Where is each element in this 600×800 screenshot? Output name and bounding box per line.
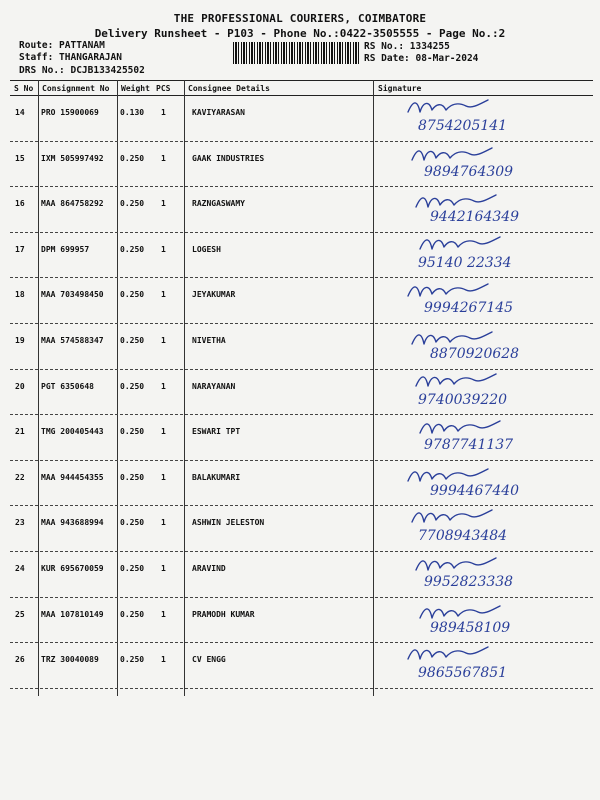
drs-label: DRS No.: DCJB133425502 bbox=[19, 65, 145, 76]
cell-pcs: 1 bbox=[161, 655, 166, 665]
cell-weight: 0.250 bbox=[120, 381, 145, 391]
cell-pcs: 1 bbox=[161, 564, 166, 573]
col-header-consignee: Consignee Details bbox=[188, 84, 270, 93]
cell-consignee: RAZNGASWAMY bbox=[192, 199, 245, 209]
cell-sno: 18 bbox=[15, 290, 25, 300]
signature-phone-number: 9894764309 bbox=[424, 163, 514, 180]
cell-consignee: ASHWIN JELESTON bbox=[192, 518, 265, 528]
signature-stroke bbox=[408, 284, 488, 296]
cell-sno: 17 bbox=[15, 244, 25, 254]
cell-weight: 0.250 bbox=[120, 336, 145, 345]
signature-stroke bbox=[416, 195, 496, 207]
col-header-signature: Signature bbox=[378, 84, 422, 93]
cell-consignment: MAA 944454355 bbox=[41, 472, 104, 482]
signature-phone-number: 9740039220 bbox=[418, 391, 508, 408]
company-title: THE PROFESSIONAL COURIERS, COIMBATORE bbox=[173, 12, 427, 25]
cell-consignment: MAA 703498450 bbox=[41, 290, 104, 300]
cell-consignment: IXM 505997492 bbox=[41, 153, 104, 163]
signature-stroke bbox=[420, 421, 500, 433]
signature-phone-number: 9994267145 bbox=[424, 300, 514, 317]
cell-pcs: 1 bbox=[161, 153, 166, 163]
col-header-weight: Weight bbox=[121, 84, 150, 93]
staff-label: Staff: THANGARAJAN bbox=[19, 52, 122, 63]
col-header-sno: S No bbox=[14, 84, 34, 93]
signature-phone-number: 9865567851 bbox=[418, 665, 508, 682]
cell-consignee: NIVETHA bbox=[192, 336, 226, 345]
cell-consignee: ARAVIND bbox=[192, 564, 226, 573]
signature-handwriting bbox=[388, 637, 600, 699]
cell-consignment: KUR 695670059 bbox=[41, 564, 104, 573]
cell-pcs: 1 bbox=[161, 108, 166, 117]
cell-sno: 26 bbox=[15, 655, 25, 665]
cell-weight: 0.130 bbox=[120, 108, 145, 117]
cell-sno: 14 bbox=[15, 108, 25, 117]
cell-consignee: NARAYANAN bbox=[192, 381, 236, 391]
cell-pcs: 1 bbox=[161, 609, 166, 619]
cell-consignee: ESWARI TPT bbox=[192, 427, 241, 437]
cell-weight: 0.250 bbox=[120, 244, 145, 254]
cell-sno: 24 bbox=[15, 564, 25, 573]
signature-phone-number: 9787741137 bbox=[424, 437, 514, 454]
rs-number: RS No.: 1334255 bbox=[364, 41, 450, 52]
signature-phone-number: 95140 22334 bbox=[418, 254, 512, 271]
cell-weight: 0.250 bbox=[120, 290, 145, 300]
cell-sno: 20 bbox=[15, 381, 25, 391]
cell-consignment: DPM 699957 bbox=[41, 244, 90, 254]
cell-consignment: MAA 107810149 bbox=[41, 609, 104, 619]
cell-weight: 0.250 bbox=[120, 564, 145, 573]
signature-phone-number: 7708943484 bbox=[418, 528, 508, 545]
cell-sno: 25 bbox=[15, 609, 25, 619]
signature-stroke bbox=[412, 332, 492, 344]
cell-consignee: GAAK INDUSTRIES bbox=[192, 153, 265, 163]
signature-stroke bbox=[408, 469, 488, 481]
cell-weight: 0.250 bbox=[120, 655, 145, 665]
cell-consignment: MAA 943688994 bbox=[41, 518, 104, 528]
barcode-image bbox=[233, 42, 359, 64]
cell-pcs: 1 bbox=[161, 381, 166, 391]
cell-consignee: KAVIYARASAN bbox=[192, 108, 245, 117]
cell-consignee: CV ENGG bbox=[192, 655, 226, 665]
cell-consignment: PGT 6350648 bbox=[41, 381, 94, 391]
signature-phone-number: 8870920628 bbox=[430, 346, 520, 362]
table-row bbox=[10, 643, 593, 689]
cell-pcs: 1 bbox=[161, 472, 166, 482]
signature-stroke bbox=[408, 647, 488, 659]
rs-date: RS Date: 08-Mar-2024 bbox=[364, 53, 479, 64]
cell-weight: 0.250 bbox=[120, 609, 145, 619]
cell-consignment: TMG 200405443 bbox=[41, 427, 104, 437]
cell-consignee: LOGESH bbox=[192, 244, 221, 254]
cell-sno: 23 bbox=[15, 518, 25, 528]
cell-pcs: 1 bbox=[161, 199, 166, 209]
cell-consignment: MAA 864758292 bbox=[41, 199, 104, 209]
cell-weight: 0.250 bbox=[120, 518, 145, 528]
route-label: Route: PATTANAM bbox=[19, 40, 105, 51]
cell-sno: 21 bbox=[15, 427, 25, 437]
signature-stroke bbox=[420, 237, 500, 249]
cell-pcs: 1 bbox=[161, 244, 166, 254]
cell-consignment: PRO 15900069 bbox=[41, 108, 99, 117]
signature-stroke bbox=[420, 606, 500, 618]
cell-pcs: 1 bbox=[161, 518, 166, 528]
cell-pcs: 1 bbox=[161, 336, 166, 345]
cell-sno: 15 bbox=[15, 153, 25, 163]
signature-phone-number: 8754205141 bbox=[418, 118, 508, 134]
cell-sno: 16 bbox=[15, 199, 25, 209]
signature-stroke bbox=[408, 100, 488, 112]
col-header-pcs: PCS bbox=[156, 84, 171, 93]
cell-consignee: JEYAKUMAR bbox=[192, 290, 236, 300]
signature-stroke bbox=[416, 558, 496, 570]
signature-stroke bbox=[412, 510, 492, 522]
table-top-rule bbox=[10, 80, 593, 81]
cell-weight: 0.250 bbox=[120, 153, 145, 163]
cell-sno: 22 bbox=[15, 472, 25, 482]
cell-consignee: BALAKUMARI bbox=[192, 472, 241, 482]
signature-phone-number: 9994467440 bbox=[430, 482, 520, 499]
cell-consignee: PRAMODH KUMAR bbox=[192, 609, 255, 619]
cell-pcs: 1 bbox=[161, 427, 166, 437]
runsheet-subtitle: Delivery Runsheet - P103 - Phone No.:0422-3505555 - Page No.:2 bbox=[94, 27, 506, 40]
cell-weight: 0.250 bbox=[120, 427, 145, 437]
cell-pcs: 1 bbox=[161, 290, 166, 300]
signature-phone-number: 9952823338 bbox=[424, 574, 514, 590]
row-separator bbox=[10, 688, 593, 689]
signature-stroke bbox=[412, 148, 492, 160]
cell-consignment: TRZ 30040089 bbox=[41, 655, 99, 665]
cell-consignment: MAA 574588347 bbox=[41, 336, 104, 345]
signature-phone-number: 989458109 bbox=[430, 619, 511, 636]
cell-weight: 0.250 bbox=[120, 472, 145, 482]
col-header-consignment: Consignment No bbox=[42, 84, 110, 93]
cell-sno: 19 bbox=[15, 336, 25, 345]
signature-phone-number: 9442164349 bbox=[430, 209, 520, 226]
cell-weight: 0.250 bbox=[120, 199, 145, 209]
signature-stroke bbox=[416, 374, 496, 386]
